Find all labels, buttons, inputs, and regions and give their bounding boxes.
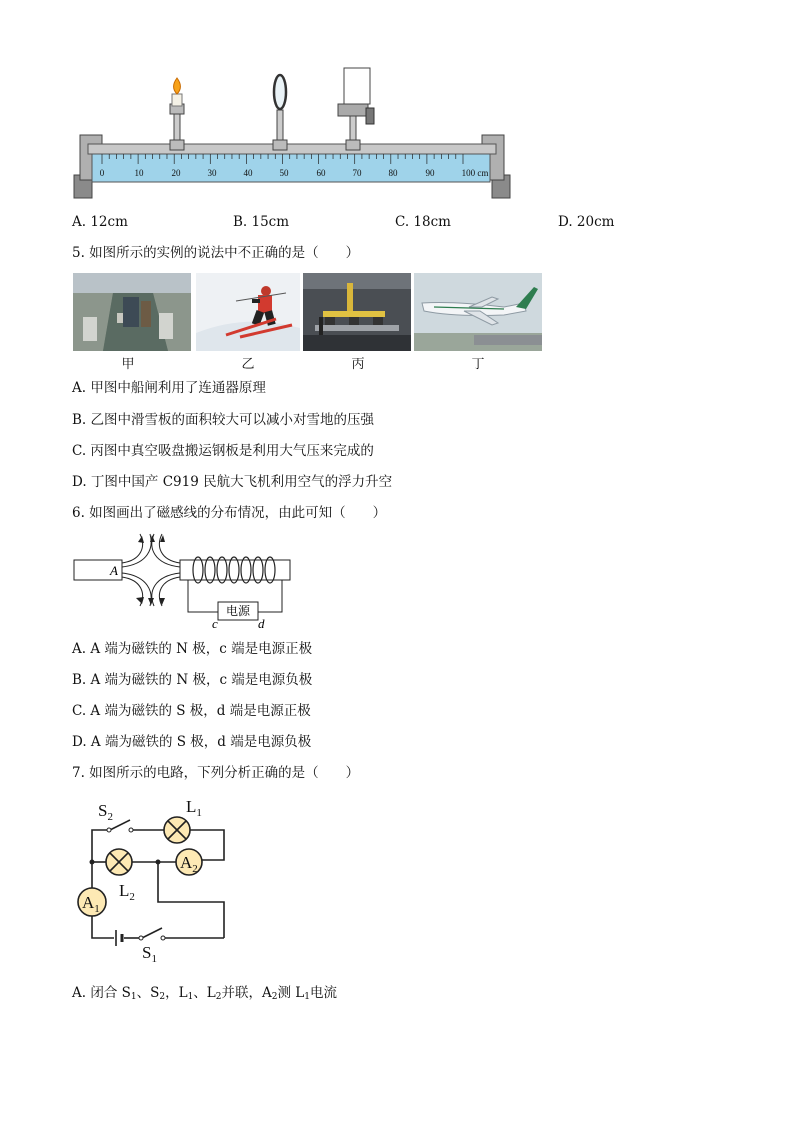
circuit-wire xyxy=(188,580,218,612)
tick-label-70: 70 xyxy=(352,168,362,178)
label-a2: $A_2$ xyxy=(180,853,198,875)
q4-option-b[interactable]: B. 15cm xyxy=(233,214,290,230)
q5-option-a[interactable]: A. 甲图中船闸利用了连通器原理 xyxy=(72,380,266,396)
q5-option-c[interactable]: C. 丙图中真空吸盘搬运钢板是利用大气压来完成的 xyxy=(72,443,374,459)
switch-s2-contact-left xyxy=(107,828,111,832)
lamp-l2 xyxy=(106,849,132,875)
q7-a-mid3: 测 L xyxy=(277,985,305,1001)
q7-a-sep2: 、L xyxy=(193,985,216,1001)
label-a1: $A_1$ xyxy=(82,893,100,915)
caption-jia: 甲 xyxy=(121,357,135,372)
tick-label-40: 40 xyxy=(243,168,253,178)
switch-s2-blade xyxy=(110,820,130,830)
q5-stem: 5. 如图所示的实例的说法中不正确的是（ ） xyxy=(72,245,360,261)
lamp-l1 xyxy=(164,817,190,843)
terminal-d: d xyxy=(258,616,265,631)
c919-airplane-photo xyxy=(414,273,542,351)
power-source-label: 电源 xyxy=(225,604,251,618)
wire-top xyxy=(92,830,108,862)
q5-option-d[interactable]: D. 丁图中国产 C919 民航大飞机利用空气的浮力升空 xyxy=(72,474,393,490)
q6-option-b[interactable]: B. A 端为磁铁的 N 极，c 端是电源负极 xyxy=(72,672,313,688)
q4-option-c[interactable]: C. 18cm xyxy=(395,214,451,230)
q7-a-sub-s2: 2 xyxy=(159,992,166,1002)
terminal-c: c xyxy=(212,616,218,631)
caption-bing: 丙 xyxy=(351,357,365,372)
switch-s1-blade xyxy=(142,928,162,938)
label-s2: $S_2$ xyxy=(98,801,113,823)
tick-label-10: 10 xyxy=(134,168,144,178)
light-screen xyxy=(338,68,374,150)
q7-a-suffix: 电流 xyxy=(309,985,337,1001)
switch-s2-contact-right xyxy=(129,828,133,832)
q7-a-sub-s1: 1 xyxy=(130,992,137,1002)
q7-a-sub-l2: 2 xyxy=(215,992,222,1002)
switch-s1-contact-left xyxy=(139,936,143,940)
tick-label-20: 20 xyxy=(171,168,181,178)
q7-a-mid2: 并联，A xyxy=(221,985,272,1001)
q6-option-c[interactable]: C. A 端为磁铁的 S 极，d 端是电源正极 xyxy=(72,703,311,719)
q7-a-sub-l1b: 1 xyxy=(304,992,310,1002)
solenoid-core xyxy=(180,560,290,580)
tick-label-90: 90 xyxy=(425,168,435,178)
tick-label-0: 0 xyxy=(99,168,105,178)
q7-stem: 7. 如图所示的电路，下列分析正确的是（ ） xyxy=(72,765,360,781)
q4-option-a[interactable]: A. 12cm xyxy=(72,214,128,230)
tick-label-100: 100 cm xyxy=(461,168,489,178)
label-s1: $S_1$ xyxy=(142,943,157,965)
tick-label-50: 50 xyxy=(279,168,289,178)
q6-option-a[interactable]: A. A 端为磁铁的 N 极，c 端是电源正极 xyxy=(72,641,313,657)
circuit-wire-right xyxy=(258,580,282,612)
label-l1: $L_1$ xyxy=(186,797,202,819)
candle xyxy=(170,78,184,150)
skier-photo xyxy=(196,273,300,351)
q7-a-sub-a2: 2 xyxy=(271,992,278,1002)
label-l2: $L_2$ xyxy=(119,881,135,903)
convex-lens xyxy=(273,75,287,150)
q6-option-d[interactable]: D. A 端为磁铁的 S 极，d 端是电源负极 xyxy=(72,734,312,750)
optical-bench-figure xyxy=(70,60,520,205)
tick-label-80: 80 xyxy=(388,168,398,178)
q6-stem: 6. 如图画出了磁感线的分布情况，由此可知（ ） xyxy=(72,505,387,521)
circuit-diagram xyxy=(70,792,240,967)
switch-s1-contact-right xyxy=(161,936,165,940)
q4-option-d[interactable]: D. 20cm xyxy=(558,214,615,230)
junction-left xyxy=(90,860,95,865)
vacuum-lifter-photo xyxy=(303,273,411,351)
magnet-label-a: A xyxy=(110,563,118,578)
caption-yi: 乙 xyxy=(241,357,255,372)
wire-left-bottom xyxy=(92,916,114,938)
q7-a-sub-l1: 1 xyxy=(187,992,194,1002)
q7-a-mid1: ，L xyxy=(165,985,188,1001)
q7-option-a[interactable] xyxy=(72,984,337,1006)
magnetic-field-lines xyxy=(122,534,180,606)
tick-label-30: 30 xyxy=(207,168,217,178)
bench-rail-top xyxy=(88,144,496,154)
ship-lock-photo xyxy=(73,273,191,351)
q7-a-prefix: A. 闭合 S xyxy=(72,985,131,1001)
q5-option-b[interactable]: B. 乙图中滑雪板的面积较大可以减小对雪地的压强 xyxy=(72,412,375,428)
junction-center xyxy=(156,860,161,865)
q7-a-sep1: 、S xyxy=(136,985,160,1001)
magnetic-field-figure xyxy=(70,532,300,632)
caption-ding: 丁 xyxy=(471,357,485,372)
tick-label-60: 60 xyxy=(316,168,326,178)
